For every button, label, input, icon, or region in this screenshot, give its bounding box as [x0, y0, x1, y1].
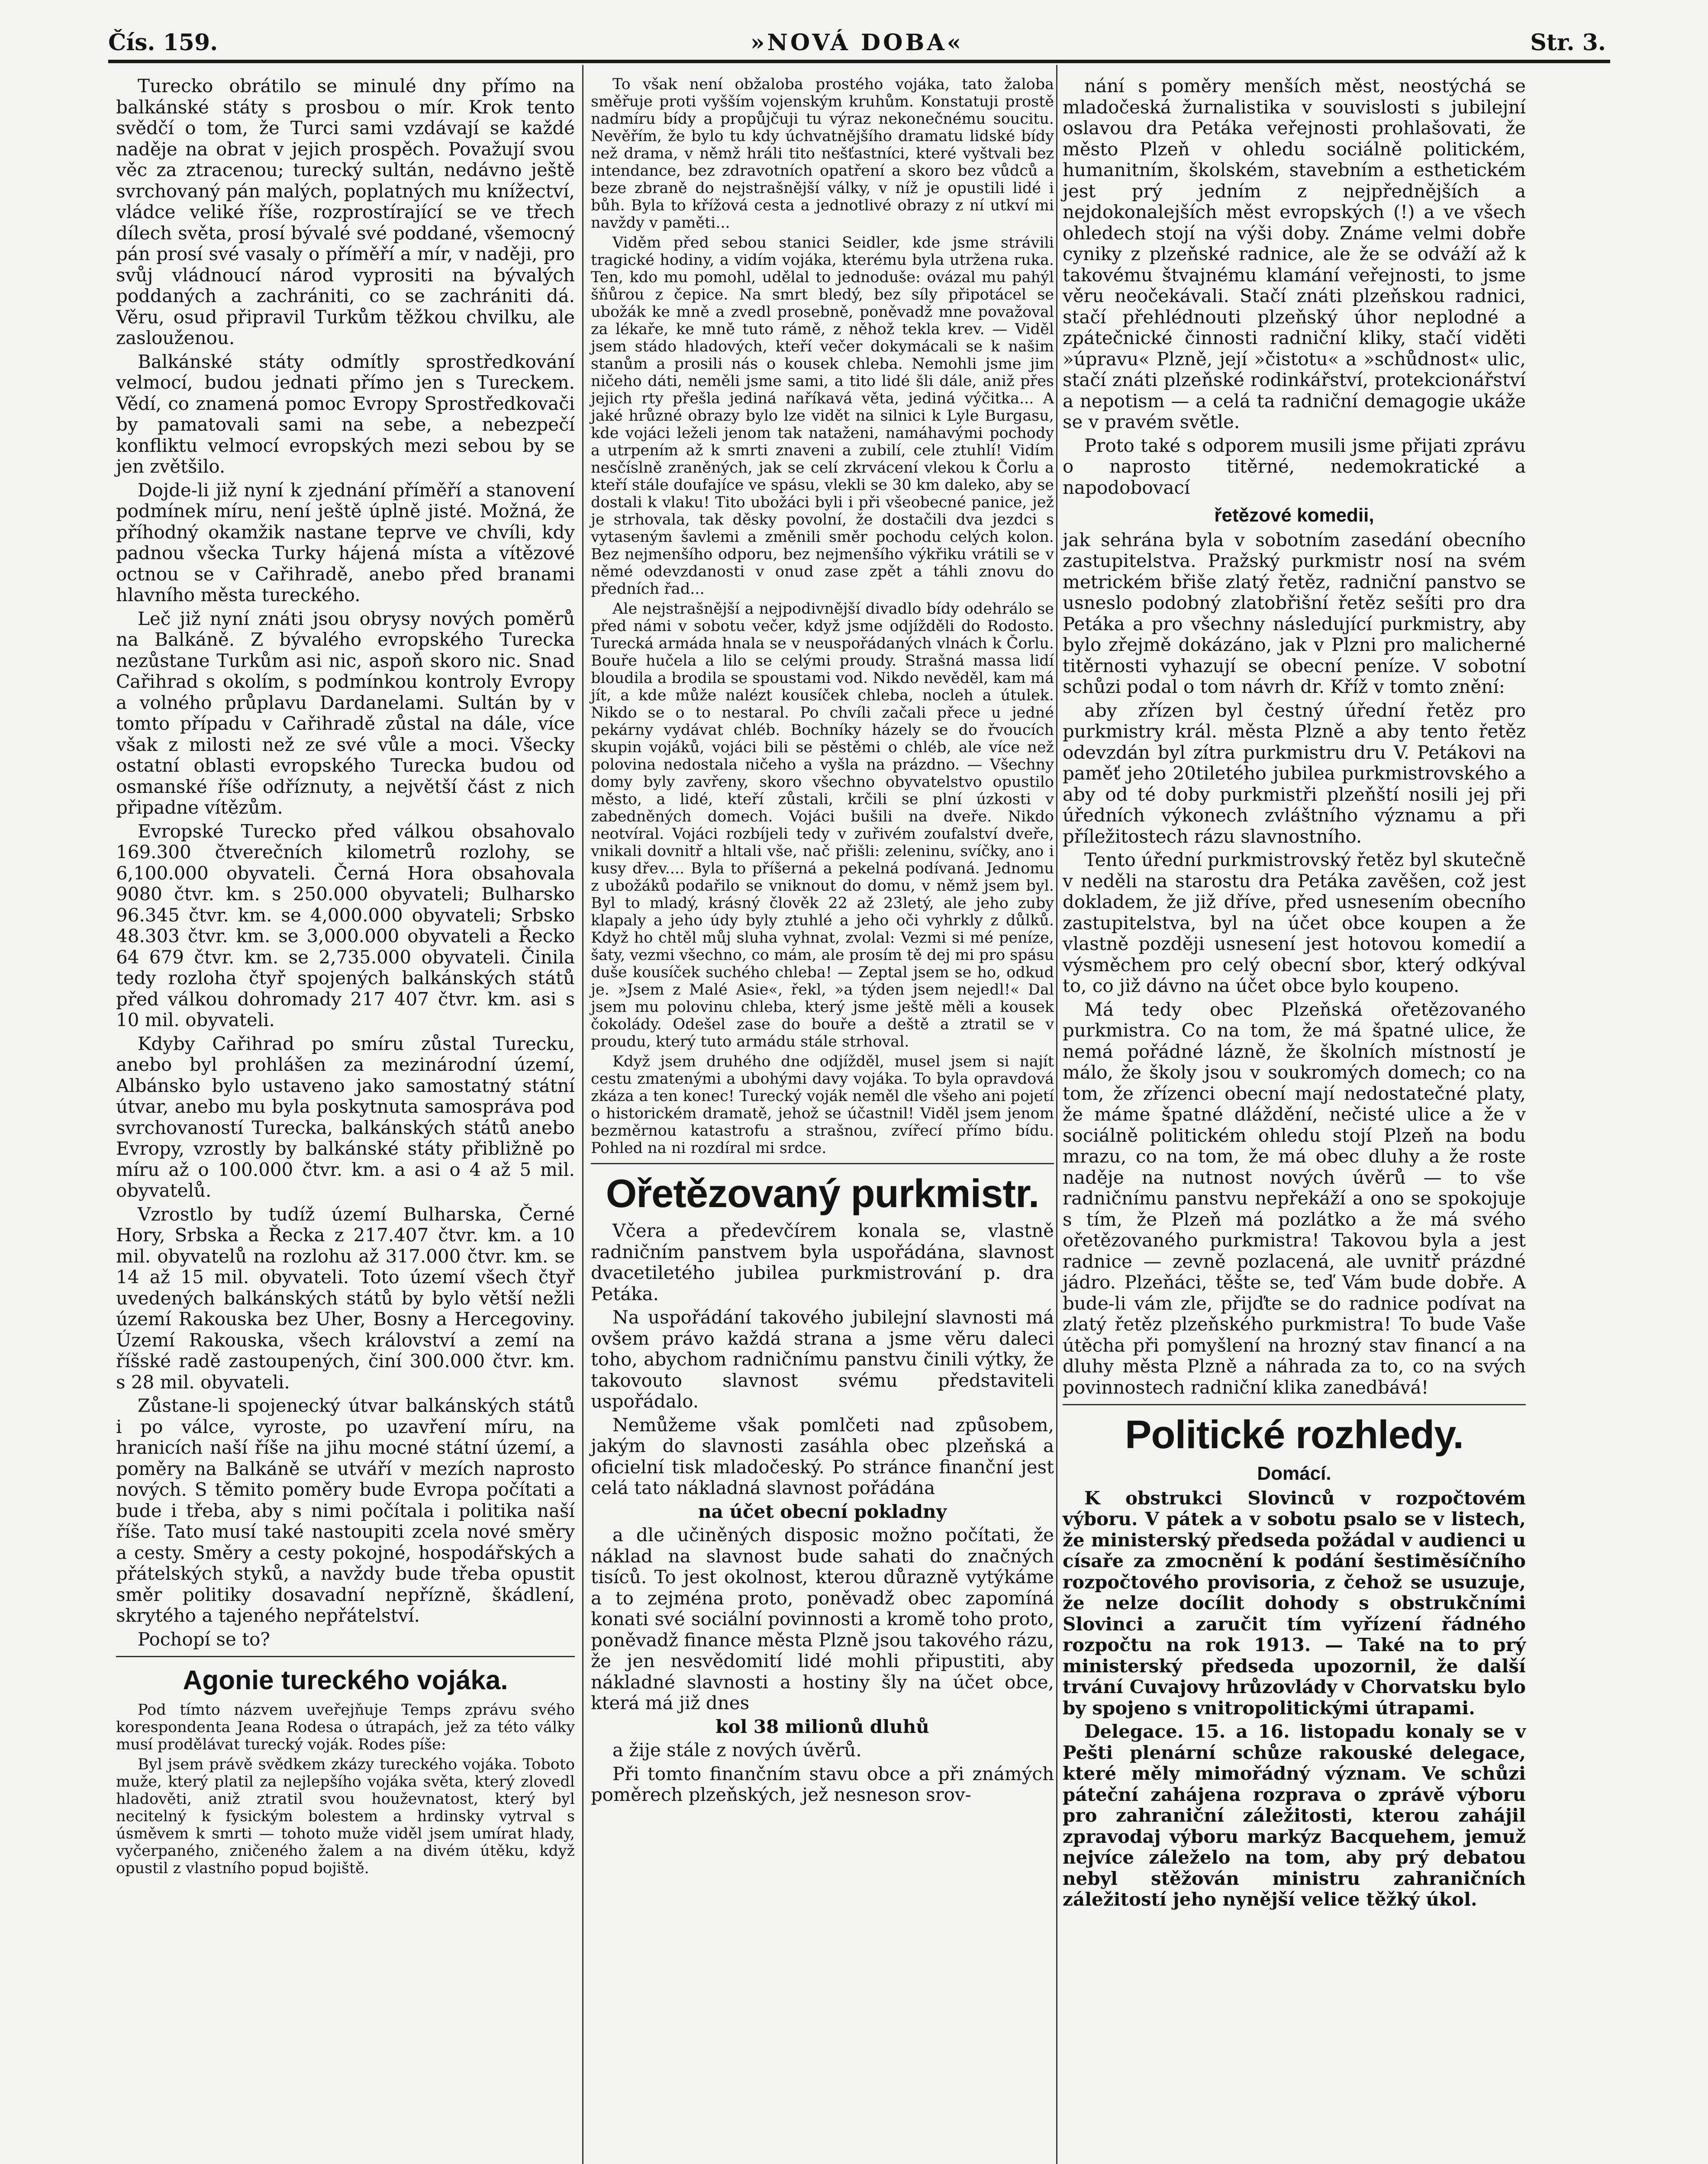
paragraph: a dle učiněných disposic možno počítati, že náklad na slavnost bude sahati do značných tisíců. To jest okolnost, kterou důrazně vytýkáme a to zejména proto, poněvadž obec zapomíná konati své sociální povinnosti a kromě toho proto, poněvadž finance města Plzně jsou takového rázu, že jen nesvědomití lidé mohli připustiti, aby nákladné slavnosti a hostiny šly na účet obce, která má již dnes	[591, 1524, 1054, 1713]
paragraph: Ale nejstrašnější a nejpodivnější divadlo bídy odehrálo se před námi v sobotu večer, když jsme odjížděli do Rodosto. Turecká armáda hnala se v neuspořádaných vlnách k Čorlu. Bouře hučela a lilo se celými proudy. Strašná massa lidí bloudila a brodila se spoustami vod. Nikdo nevěděl, kam má jít, a kde může nalézt kousíček chleba, nocleh a útulek. Nikdo se o to nestaral. Po chvíli začali přece u jedné pekárny vydávat chléb. Bochníky házely se do řvoucích skupin vojáků, vojáci bili se pěstěmi o chléb, ale více než polovina nedostala ničeho a vyšla na prázdno. — Všechny domy byly zavřeny, skoro všechno obyvatelstvo opustilo město, a lidé, kteří zůstali, krčili se plní úzkosti v zabedněných domech. Vojáci bušili na dveře. Nikdo neotvíral. Vojáci rozbíjeli tedy v zuřivém zoufalství dveře, vnikali dovnitř a hltali vše, nač přišli: zeleninu, svíčky, ano i kusy dřev.... Byla to příšerná a pekelná podívaná. Jednomu z ubožáků podařilo se vniknout do domu, v němž jsem byl. Byl to mladý, krásný člověk 22 až 23letý, ale jeho zuby klapaly a jeho údy byly ztuhlé a jeho oči vyhrkly z důlků. Když ho chtěl můj sluha vyhnat, zvolal: Vezmi si mé peníze, šaty, vezmi všechno, co mám, ale prosím tě dej mi pro spásu duše kousíček suchého chleba! — Zeptal jsem se ho, odkud je. »Jsem z Malé Asie«, řekl, »a týden jsem nejedl!« Dal jsem mu polovinu chleba, který jsme ještě měli a kousek čokolády. Odešel zase do bouře a deště a ztratil se v proudu, který tuto armádu stále strhoval.	[591, 600, 1054, 1050]
page-number: Str. 3.	[1530, 29, 1606, 56]
section-headline: Politické rozhledy.	[1125, 1413, 1463, 1457]
paragraph: Pod tímto názvem uveřejňuje Temps zprávu svého korespondenta Jeana Rodesa o útrapách, jež za této války musí prodělávat turecký voják. Rodes píše:	[116, 1701, 575, 1753]
paragraph: Na uspořádání takového jubilejní slavnosti má ovšem právo každá strana a jsme věru daleci toho, abychom radničnímu panstvu činili výtky, že takovouto slavnost svému představiteli uspořádalo.	[591, 1307, 1054, 1412]
paragraph: Má tedy obec Plzeňská ořetězovaného purkmistra. Co na tom, že má špatné ulice, že nemá pořádné lázně, že školních místností je málo, že školy jsou v soukromých domech; co na tom, že zřízenci obecní mají nedostatečné platy, že máme špatné dláždění, nečisté ulice a že v sociálně politickém ohledu stojí Plzeň na bodu mrazu, co na tom, že má obec dluhy a že roste naděje na nutnost nových úvěrů — to vše radničnímu panstvu nepřekáží a ono se spokojuje s tím, že Plzeň má pozlátko a že má svého ořetězovaného purkmistra! Takovou byla a jest radnice — zevně pozlacená, ale uvnitř prázdné jádro. Plzeňáci, těšte se, teď Vám bude dobře. A bude-li vám zle, přijďte se do radnice podívat na zlatý řetěz plzeňského purkmistra! To bude Vaše útěcha při pomyšlení na hrozný stav financí a na dluhy města Plzně a náhrada za to, co na svých povinnostech radniční klika zanedbává!	[1063, 998, 1526, 1398]
paragraph: Vzrostlo by tudíž území Bulharska, Černé Hory, Srbska a Řecka z 217.407 čtvr. km. a 10 mil. obyvatelů na rozlohu až 317.000 čtvr. km. se 14 až 15 mil. obyvateli. Toto území všech čtyř uvedených balkánských států by bylo větší nežli území Rakouska bez Uher, Bosny a Hercegoviny. Území Rakouska, všech království a zemí na říšské radě zastoupených, činí 300.000 čtvr. km. s 28 mil. obyvateli.	[116, 1203, 575, 1393]
emphasis-line: kol 38 milionů dluhů	[715, 1716, 929, 1737]
paragraph: Turecko obrátilo se minulé dny přímo na balkánské státy s prosbou o mír. Krok tento svědčí o tom, že Turci sami vzdávají se každé naděje na obrat v jejich prospěch. Považují svou věc za ztracenou; turecký sultán, nedávno ještě svrchovaný pán malých, poplatných mu knížectví, vládce veliké říše, rozprostírající se ve třech dílech světa, prosí bývalé své poddané, všemocný pán prosí své vasaly o příměří a mír, v naději, pro svůj vládnoucí národ vyprositi na bývalých poddaných a zachrániti, co se zachrániti dá. Věru, osud připravil Turkům těžkou chvilku, ale zaslouženou.	[116, 75, 575, 348]
section-divider	[591, 1163, 1054, 1164]
paragraph: Viděm před sebou stanici Seidler, kde jsme strávili tragické hodiny, a vidím vojáka, kterému byla utržena ruka. Ten, kdo mu pomohl, udělal to jednoduše: ovázal mu pahýl šňůrou z čepice. Na smrt bledý, bez síly připotácel se ubožák ke mně a zvedl prosebně, poněvadž mne považoval za lékaře, ke mně tuto rámě, z něhož tekla krev. — Viděl jsem stádo hladových, kteří večer dokymácali se k našim stanům a prosili nás o kousek chleba. Nemohli jsme jim ničeho dáti, neměli jsme sami, a tito lidé šli dále, aniž přes jejich rty přešla jediná naříkavá věta, jediná výčitka... A jaké hrůzné obrazy bylo lze vidět na silnici k Lyle Burgasu, kde vojáci leželi jenom tak nataženi, namáhavými pochody a utrpením až k smrti znaveni a zubilí, cele ztuhlí! Vidím nesčíslně zraněných, jak se celí zkrvácení vlekou k Čorlu a kteří stále doufajíce ve spásu, vlekli se 30 km daleko, aby se dostali k vlaku! Tito ubožáci byli i při všeobecné panice, jež je strhovala, tak děsky povolní, že dostačili dva jezdci s vytaseným šavlemi a změnili směr pochodu celých kolon. Bez nejmenšího odporu, bez nejmenšího výkřiku vrátili se v němé odevzdanosti v onud zase zpět a táhli znovu do předních řad...	[591, 234, 1054, 598]
paragraph: Leč již nyní znáti jsou obrysy nových poměrů na Balkáně. Z bývalého evropského Turecka nezůstane Turkům asi nic, aspoň skoro nic. Snad Cařihrad s okolím, s podmínkou kontroly Evropy a volného průplavu Dardanelami. Sultán by v tomto případu v Cařihradě zůstal na dále, více však z milosti než ze své vůle a moci. Všecky ostatní oblasti evropského Turecka budou od osmanské říše odříznuty, a největší část z nich připadne vítězům.	[116, 608, 575, 818]
header-rule	[108, 60, 1610, 63]
paragraph: Proto také s odporem musili jsme přijati zprávu o naprosto titěrné, nedemokratické a napodobovací	[1063, 435, 1526, 498]
paragraph: Dojde-li již nyní k zjednání příměří a stanovení podmínek míru, není ještě úplně jisté. Možná, že příhodný okamžik nastane teprve ve chvíli, kdy padnou všecka Turky hájená místa a vítězové octnou se v Cařihradě, anebo před branami hlavního města tureckého.	[116, 479, 575, 605]
paragraph: Delegace. 15. a 16. listopadu konaly se v Pešti plenární schůze rakouské delegace, které měly mimořádný význam. Ve schůzi páteční zahájena rozprava o zprávě výboru pro zahraniční záležitosti, kterou zahájil zpravodaj výboru markýz Bacquehem, jemuž nejvíce záleželo na tom, aby prý debatou nebyl stěžován ministru zahraničních záležitostí jeho nynější velice těžký úkol.	[1063, 1721, 1526, 1910]
column-divider	[582, 65, 583, 2164]
section-divider	[116, 1656, 575, 1657]
column-divider	[1056, 65, 1057, 2164]
section-divider	[1063, 1404, 1526, 1405]
quoted-motion: aby zřízen byl čestný úřední řetěz pro purkmistry král. města Plzně a aby tento řetěz odevzdán byl zítra purkmistru dru V. Petákovi na paměť jeho 20tiletého jubilea purkmistrovského a aby od té doby purkmistři plzeňští nosili jej při úředních výkonech zvláštního významu a při příležitostech rázu slavnostního.	[1063, 699, 1526, 847]
paragraph: Balkánské státy odmítly sprostředkování velmocí, budou jednati přímo jen s Tureckem. Vědí, co znamená pomoc Evropy Sprostředkovači by pamatovali sami na sebe, a nebezpečí konfliktu velmocí evropských mezi sebou by se jen zvětšilo.	[116, 351, 575, 477]
section-subheading: Domácí.	[1257, 1463, 1331, 1484]
issue-number: Čís. 159.	[108, 29, 218, 56]
paragraph: Evropské Turecko před válkou obsahovalo 169.300 čtverečních kilometrů rozlohy, se 6,100.000 obyvateli. Černá Hora obsahovala 9080 čtvr. km. s 250.000 obyvateli; Bulharsko 96.345 čtvr. km. se 4,000.000 obyvateli; Srbsko 48.303 čtvr. km. se 3,000.000 obyvateli a Řecko 64 679 čtvr. km. se 2,735.000 obyvateli. Činila tedy rozloha čtyř spojených balkánských států před válkou dohromady 217 407 čtvr. km. asi s 10 mil. obyvateli.	[116, 820, 575, 1030]
article-headline: Agonie tureckého vojáka.	[183, 1665, 508, 1695]
page-header	[108, 25, 1606, 60]
column-1	[116, 76, 575, 1880]
paragraph: To však není obžaloba prostého vojáka, tato žaloba směřuje proti vyšším vojenským kruhům. Konstatuji prostě nadmíru bídy a propůjčuji tu výraz nekonečnému soucitu. Nevěřím, že bylo tu kdy úchvatnějšího dramatu lidské bídy než drama, v němž hráli tito nešťastníci, které vyštvali bez intendance, bez zdravotních opatření a skoro bez vůdců a beze zbraně do nejstrašnější války, v níž je opustili lidé i bůh. Byla to křížová cesta a jednotlivé obrazy z ní utkví mi navždy v paměti...	[591, 76, 1054, 232]
column-3	[1063, 76, 1526, 1913]
paragraph: Když jsem druhého dne odjížděl, musel jsem si najít cestu zmatenými a ubohými davy vojáka. To byla opravdová zkáza a ten konec! Turecký voják neměl dle všeho ani pojetí o historickém dramatě, jehož se účastnil! Viděl jsem jenom bezměrnou katastrofu a strašnou, zvířecí přímo bídu. Pohled na ni rozdíral mi srdce.	[591, 1053, 1054, 1157]
paragraph: nání s poměry menších měst, neostýchá se mladočeská žurnalistika v souvislosti s jubilejní oslavou dra Petáka veřejnosti prohlašovati, že město Plzeň v ohledu sociálně politickém, humanitním, školském, stavebním a esthetickém jest prý jedním z nejpřednějších a nejdokonalejších měst evropských (!) a ve všech ohledech stojí na výši doby. Známe velmi dobře cyniky z plzeňské radnice, ale že se odváží až k takovému štvajnému klamání veřejnosti, to jsme věru neočekávali. Stačí znáti plzeňskou radnici, stačí přehlédnouti plzeňský úhor neplodné a zpátečnické činnosti radniční kliky, stačí viděti »úpravu« Plzně, její »čistotu« a »schůdnost« ulic, stačí znáti plzeňské rodinkářství, protekcionářství a nepotism — a celá ta radniční demagogie ukáže se v pravém světle.	[1063, 75, 1526, 432]
paragraph: Včera a předevčírem konala se, vlastně radničním panstvem byla uspořádána, slavnost dvacetiletého jubilea purkmistrování p. dra Petáka.	[591, 1220, 1054, 1304]
paragraph: Kdyby Cařihrad po smíru zůstal Turecku, anebo byl prohlášen za mezinárodní území, Albánsko bylo ustaveno jako samostatný státní útvar, anebo mu byla poskytnuta samospráva pod svrchovaností Turecka, balkánských států anebo Evropy, vzrostly by balkánské státy přibližně po míru až o 100.000 čtvr. km. a asi o 4 až 5 mil. obyvatelů.	[116, 1033, 575, 1201]
column-2	[591, 76, 1054, 1808]
paragraph: Zůstane-li spojenecký útvar balkánských států i po válce, vyroste, po uzavření míru, na hranicích naší říše na jihu mocné státní území, a poměry na Balkáně se utváří v mezích naprosto nových. S těmito poměry bude Evropa počítati a bude i třeba, aby s nimi počítala i politika naší říše. Tato musí také nastoupiti zcela nové směry a cesty. Směry a cesty pokojné, hospodářských a přátelských styků, a navždy bude třeba opustit směr politiky dosavadní nepřízně, škádlení, skrytého a tajeného nepřátelství.	[116, 1395, 575, 1626]
paragraph: K obstrukci Slovinců v rozpočtovém výboru. V pátek a v sobotu psalo se v listech, že ministerský předseda požádal v audienci u císaře za zmocnění k podání šestiměsíčního rozpočtového provisoria, z čehož se usuzuje, že nelze docílit dohody s obstrukčními Slovinci a zaručit tím vyřízení řádného rozpočtu na rok 1913. — Také na to prý ministerský předseda upozornil, že další trvání Cuvajovy hrůzovlády v Chorvatsku bylo by spojeno s vnitropolitickými útrapami.	[1063, 1487, 1526, 1719]
paragraph: Pochopí se to?	[138, 1628, 270, 1650]
paragraph: Nemůžeme však pomlčeti nad způsobem, jakým do slavnosti zasáhla obec plzeňská a oficielní tisk mladočeský. Po stránce finanční jest celá tato nákladná slavnost pořádána	[591, 1414, 1054, 1498]
section-subheading: řetězové komedii,	[1214, 505, 1374, 526]
paragraph: Byl jsem právě svědkem zkázy tureckého vojáka. Toboto muže, který platil za nejlepšího vojáka světa, který zlovedl hladověti, aniž ztratil svou houževnatost, který byl necitelný k fysickým bolestem a hrdinsky vytrval s úsměvem k smrti — tohoto muže viděl jsem umírat hlady, vyčerpaného, zničeného žalem a na divém útěku, když opustil z vlastního popud bojiště.	[116, 1756, 575, 1877]
paragraph: Tento úřední purkmistrovský řetěz byl skutečně v neděli na starostu dra Petáka zavěšen, což jest dokladem, že již dříve, před usnesením obecního zastupitelstva, byl na účet obce koupen a že vlastně později usnesení jest hotovou komedií a výsměchem pro celý obecní sbor, který odkýval to, co již dávno na účet obce bylo koupeno.	[1063, 849, 1526, 996]
paragraph: a žije stále z nových úvěrů.	[612, 1739, 862, 1761]
article-headline: Ořetězovaný purkmistr.	[606, 1172, 1039, 1216]
paragraph: jak sehrána byla v sobotním zasedání obecního zastupitelstva. Pražský purkmistr nosí na svém metrickém břiše zlatý řetěz, radniční panstvo se usneslo podobný zlatobřišní řetěz sešíti pro dra Petáka a pro všechny následující purkmistry, aby bylo zřejmě dokázáno, jak v Plzni pro malicherné titěrnosti vyhazují se obecní peníze. V sobotní schůzi podal o tom návrh dr. Kříž v tomto znění:	[1063, 529, 1526, 697]
emphasis-line: na účet obecní pokladny	[698, 1501, 947, 1522]
paragraph: Při tomto finančním stavu obce a při známých poměrech plzeňských, jež nesneson srov-	[591, 1763, 1054, 1805]
paper-title: »NOVÁ DOBA«	[750, 29, 964, 56]
